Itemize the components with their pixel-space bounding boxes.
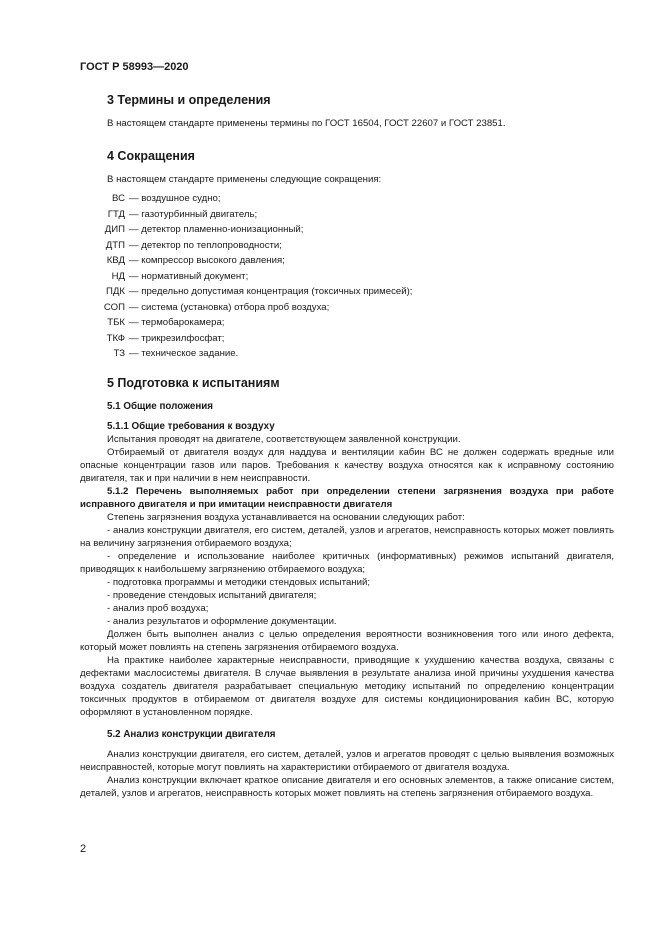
- abbreviation-text: — воздушное судно;: [129, 193, 221, 204]
- section-4-title: 4 Сокращения: [107, 149, 195, 163]
- abbreviation-item: [80, 270, 614, 286]
- abbreviation-code: ПДК: [106, 286, 125, 297]
- paragraph: Отбираемый от двигателя воздух для наддува и вентиляции кабин ВС не должен содержать вредные или опасные концентрации газов или паров. Требования к качеству воздуха относятся как к исправному состоянию двигателя, так и при наличии в нем неисправности.: [80, 446, 614, 484]
- abbreviation-text: — детектор пламенно-ионизационный;: [129, 224, 304, 235]
- section-3-text: В настоящем стандарте применены термины по ГОСТ 16504, ГОСТ 22607 и ГОСТ 23851.: [107, 118, 506, 129]
- section-4-lead: В настоящем стандарте применены следующие сокращения:: [107, 174, 382, 185]
- abbreviation-code: ГТД: [107, 208, 125, 220]
- subsection-5-1-2-title: 5.1.2 Перечень выполняемых работ при определении степени загрязнения воздуха при работе исправного двигателя и при имитации неисправности двигателя: [80, 485, 614, 510]
- subsection-5-1-1-title: 5.1.1 Общие требования к воздуху: [107, 420, 275, 432]
- abbreviation-code: ТБК: [107, 317, 125, 328]
- abbreviation-item: [80, 239, 614, 255]
- list-item: - подготовка программы и методики стендовых испытаний;: [107, 576, 370, 588]
- document-code: ГОСТ Р 58993—2020: [80, 61, 189, 73]
- paragraph: Анализ конструкции двигателя, его систем, деталей, узлов и агрегатов проводят с целью выявления возможных неисправностей, которые могут повлиять на характеристики отбираемого от двигателя воздуха.: [80, 748, 614, 773]
- abbreviation-item: [80, 192, 614, 208]
- paragraph: Анализ конструкции включает краткое описание двигателя и его основных элементов, а также описание систем, деталей, узлов и агрегатов, неисправность которых может повлиять на степень загрязнения отбираемого воздуха.: [80, 774, 614, 799]
- abbreviation-text: — компрессор высокого давления;: [129, 255, 285, 266]
- paragraph: Испытания проводят на двигателе, соответствующем заявленной конструкции.: [107, 433, 461, 445]
- abbreviation-list: [80, 192, 614, 363]
- list-item: - проведение стендовых испытаний двигателя;: [107, 589, 317, 601]
- abbreviation-code: СОП: [103, 301, 125, 313]
- abbreviation-text: — термобарокамера;: [129, 317, 225, 328]
- subsection-5-1-title: 5.1 Общие положения: [107, 400, 214, 412]
- abbreviation-code: ДТП: [105, 239, 125, 251]
- paragraph: На практике наиболее характерные неисправности, приводящие к ухудшению качества воздуха, связаны с дефектами маслосистемы двигателя. В случае выявления в результате анализа иной причины ухудшения качества воздуха создатель двигателя разрабатывает специальную методику испытаний по определению концентрации токсичных продуктов в отбираемом от двигателя воздухе для системы кондиционирования кабин ВС, которую оформляют в установленном порядке.: [80, 654, 614, 718]
- abbreviation-item: [80, 316, 614, 332]
- abbreviation-text: — нормативный документ;: [129, 270, 249, 282]
- list-item: - анализ проб воздуха;: [107, 602, 209, 614]
- abbreviation-text: — предельно допустимая концентрация (токсичных примесей);: [129, 286, 413, 297]
- page-content: [80, 92, 614, 800]
- abbreviation-text: — газотурбинный двигатель;: [129, 208, 258, 220]
- page-number: 2: [80, 843, 87, 855]
- abbreviation-code: ТКФ: [106, 332, 125, 344]
- abbreviation-text: — детектор по теплопроводности;: [129, 239, 282, 251]
- abbreviation-code: КВД: [106, 255, 125, 266]
- abbreviation-item: [80, 254, 614, 270]
- paragraph: Должен быть выполнен анализ с целью определения вероятности возникновения того или иного дефекта, который может повлиять на степень загрязнения отбираемого воздуха.: [80, 628, 614, 653]
- abbreviation-code: ВС: [111, 193, 125, 204]
- abbreviation-item: [80, 332, 614, 348]
- abbreviation-text: — трикрезилфосфат;: [129, 332, 225, 344]
- paragraph: Степень загрязнения воздуха устанавливается на основании следующих работ:: [107, 511, 465, 523]
- abbreviation-item: [80, 285, 614, 301]
- section-5-title: 5 Подготовка к испытаниям: [107, 375, 280, 390]
- abbreviation-item: [80, 347, 614, 363]
- abbreviation-code: НД: [111, 270, 125, 282]
- list-item: - анализ конструкции двигателя, его систем, деталей, узлов и агрегатов, неисправность которых может повлиять на величину загрязнения отбираемого воздуха;: [80, 524, 614, 549]
- abbreviation-code: ДИП: [104, 224, 125, 235]
- list-item: - анализ результатов и оформление документации.: [107, 615, 337, 627]
- abbreviation-text: — система (установка) отбора проб воздуха;: [129, 301, 330, 313]
- abbreviation-item: [80, 301, 614, 317]
- abbreviation-code: ТЗ: [113, 348, 125, 359]
- list-item: - определение и использование наиболее критичных (информативных) режимов испытаний двигателя, приводящих к наибольшему загрязнению отбираемого воздуха;: [80, 550, 614, 575]
- abbreviation-text: — техническое задание.: [129, 348, 239, 359]
- section-3-title: 3 Термины и определения: [107, 93, 271, 107]
- abbreviation-item: [80, 208, 614, 224]
- subsection-5-2-title: 5.2 Анализ конструкции двигателя: [107, 728, 276, 740]
- abbreviation-item: [80, 223, 614, 239]
